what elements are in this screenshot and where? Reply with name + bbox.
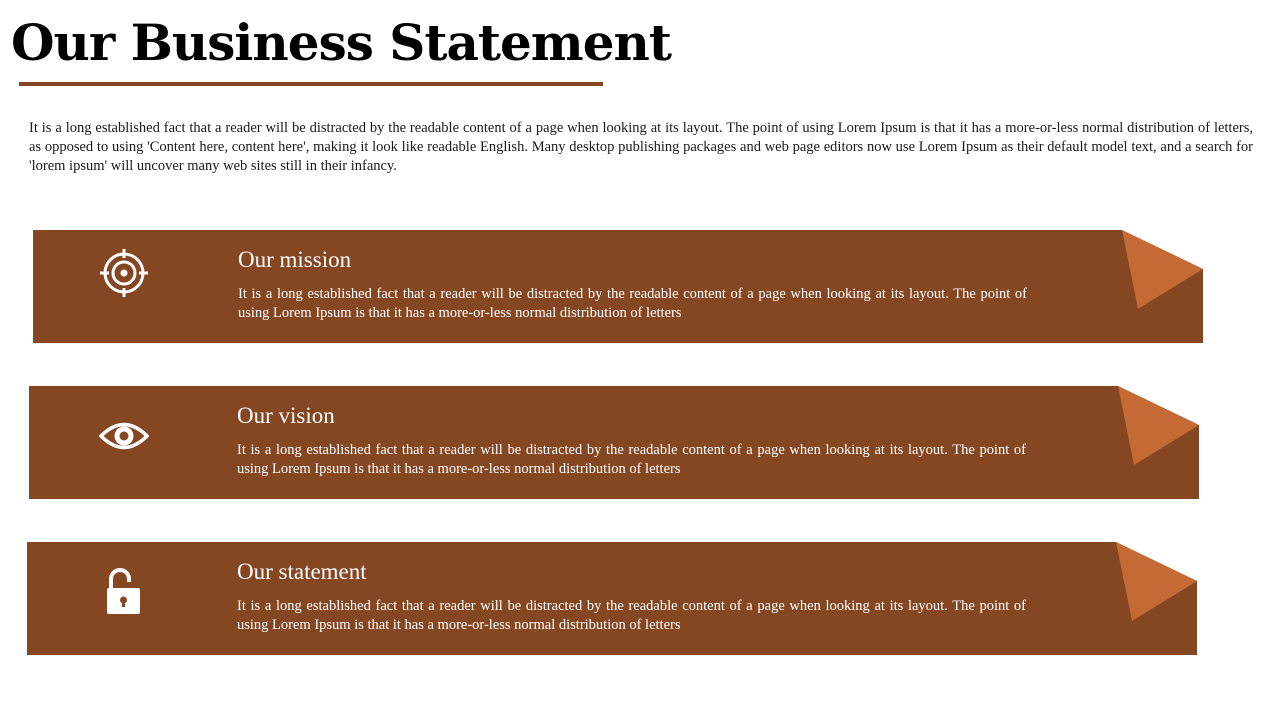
mission-heading: Our mission: [238, 247, 352, 272]
unlocked-padlock-icon: [103, 566, 153, 616]
vision-text: It is a long established fact that a reader will be distracted by the readable content of a page when looking at its layout. The point of using Lorem Ipsum is that it has a more-or-less normal distribution of letters: [237, 442, 1026, 477]
title-underline: [19, 82, 603, 86]
eye-icon: [99, 411, 149, 461]
target-icon: [99, 248, 149, 298]
statement-text: It is a long established fact that a reader will be distracted by the readable content of a page when looking at its layout. The point of using Lorem Ipsum is that it has a more-or-less normal distribution of letters: [237, 598, 1026, 633]
mission-text: It is a long established fact that a reader will be distracted by the readable content of a page when looking at its layout. The point of using Lorem Ipsum is that it has a more-or-less normal distribution of letters: [238, 286, 1027, 321]
vision-heading: Our vision: [237, 403, 335, 428]
page-title: Our Business Statement: [11, 13, 671, 72]
intro-paragraph: It is a long established fact that a reader will be distracted by the readable content of a page when looking at its layout. The point of using Lorem Ipsum is that it has a more-or-less normal distribution of letters, as opposed to using 'Content here, content here', making it look like readable English. Many desktop publishing packages and web page editors now use Lorem Ipsum as their default model text, and a search for 'lorem ipsum' will uncover many web sites still in their infancy.: [29, 120, 1253, 174]
statement-heading: Our statement: [237, 559, 367, 584]
